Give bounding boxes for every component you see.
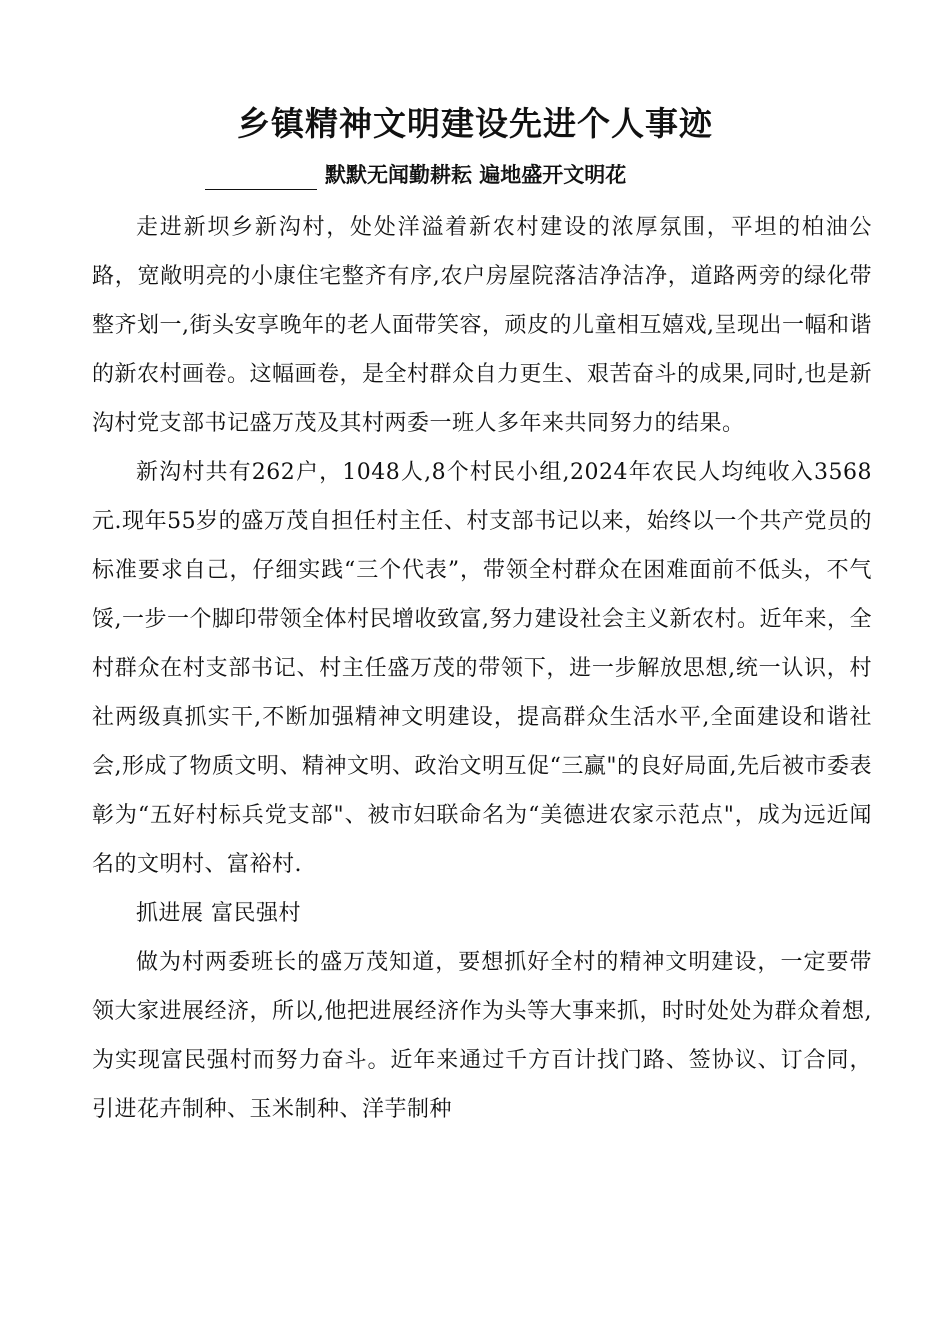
paragraph-3: 做为村两委班长的盛万茂知道，要想抓好全村的精神文明建设，一定要带领大家进展经济，所以,他把进展经济作为头等大事来抓，时时处处为群众着想,为实现富民强村而努力奋斗。近年来通过千方百计找门路、签协议、订合同，引进花卉制种、玉米制种、洋芋制种: [92, 950, 872, 1122]
section-heading: 抓进展 富民强村: [136, 901, 301, 926]
paragraph-1: 走进新坝乡新沟村，处处洋溢着新农村建设的浓厚氛围，平坦的柏油公路，宽敞明亮的小康住宅整齐有序,农户房屋院落洁净洁净，道路两旁的绿化带整齐划一,街头安享晚年的老人面带笑容，顽皮的儿童相互嬉戏,呈现出一幅和谐的新农村画卷。这幅画卷，是全村群众自力更生、艰苦奋斗的成果,同时,也是新沟村党支部书记盛万茂及其村两委一班人多年来共同努力的结果。: [92, 215, 872, 436]
paragraph-2: 新沟村共有262户，1048人,8个村民小组,2024年农民人均纯收入3568元.现年55岁的盛万茂自担任村主任、村支部书记以来，始终以一个共产党员的标准要求自己，仔细实践“三个代表”，带领全村群众在困难面前不低头，不气馁,一步一个脚印带领全体村民增收致富,努力建设社会主义新农村。近年来，全村群众在村支部书记、村主任盛万茂的带领下，进一步解放思想,统一认识，村社两级真抓实干,不断加强精神文明建设，提高群众生活水平,全面建设和谐社会,形成了物质文明、精神文明、政治文明互促“三赢"的良好局面,先后被市委表彰为“五好村标兵党支部"、被市妇联命名为“美德进农家示范点"，成为远近闻名的文明村、富裕村.: [92, 460, 872, 877]
document-body: [92, 203, 872, 1134]
subtitle-text: 默默无闻勤耕耘 遍地盛开文明花: [325, 163, 627, 187]
document-title: 乡镇精神文明建设先进个人事迹: [237, 104, 713, 143]
author-blank-line: [205, 167, 317, 190]
document-subtitle: [205, 160, 626, 190]
